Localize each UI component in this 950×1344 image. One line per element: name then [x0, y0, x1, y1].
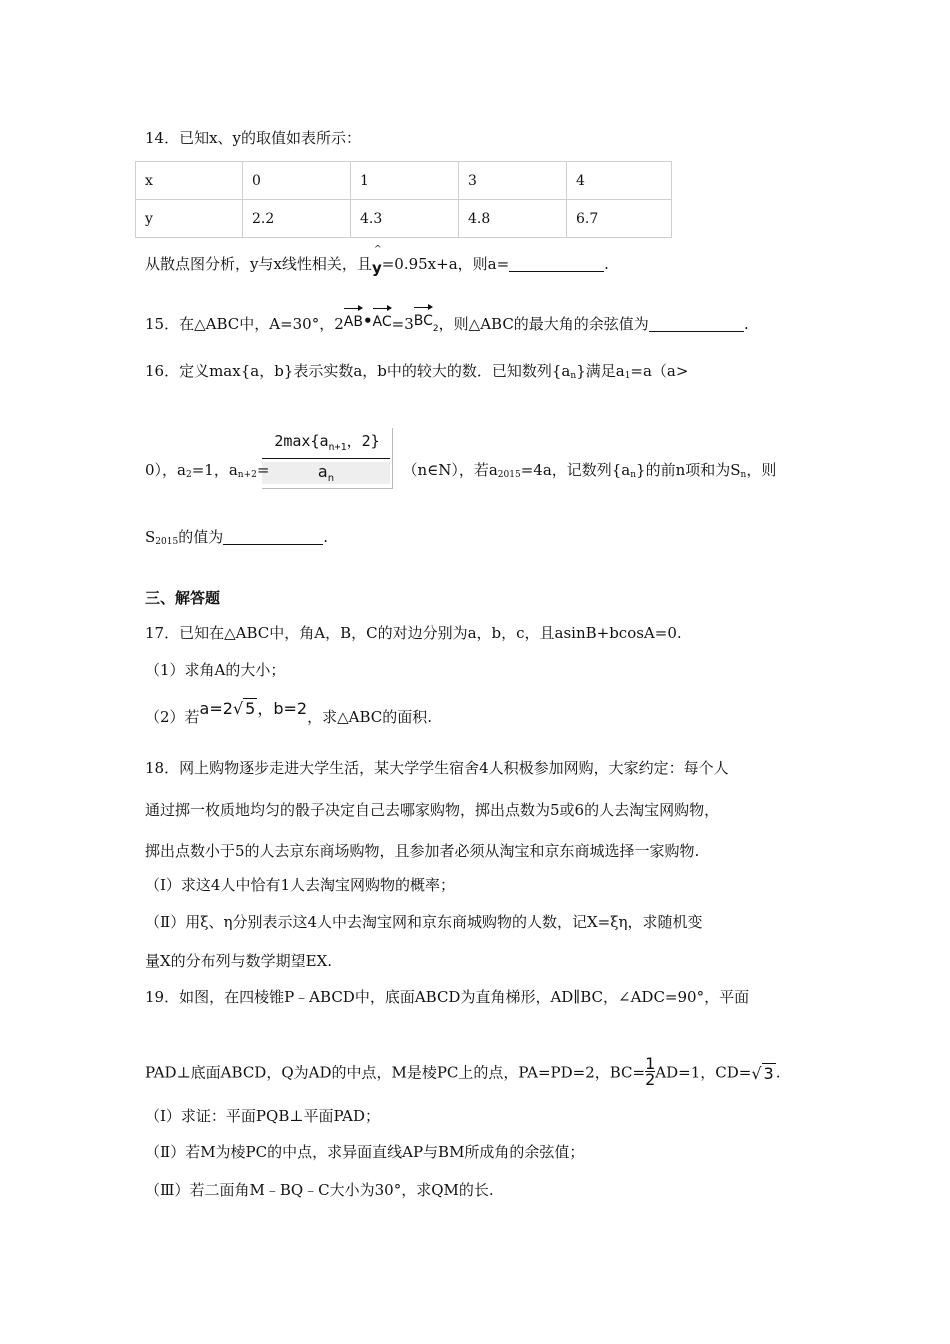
q16-text: }满足a	[576, 362, 625, 380]
answer-blank	[223, 528, 323, 545]
q17-text: ，求△ABC的面积.	[307, 708, 432, 726]
hat-icon: ^	[373, 245, 382, 255]
q18-line1: 18．网上购物逐步走进大学生活，某大学学生宿舍4人积极参加网购，大家约定：每个人	[145, 759, 729, 777]
q15-eq3: =3	[391, 315, 414, 333]
q14-line	[145, 245, 609, 277]
table-cell: 3	[459, 162, 567, 200]
q19-text: PAD⊥底面ABCD，Q为AD的中点，M是棱PC上的点，PA=PD=2，BC=	[145, 1063, 646, 1082]
q19-part1: （Ⅰ）求证：平面PQB⊥平面PAD；	[145, 1107, 381, 1125]
q19-line2	[145, 1054, 781, 1089]
q16-text: 0），a	[145, 461, 186, 479]
period: .	[743, 315, 749, 333]
answer-blank	[649, 315, 744, 332]
table-cell: x	[136, 162, 243, 200]
period: .	[775, 1063, 781, 1082]
sqrt-icon: √	[751, 1064, 762, 1083]
vector-expression	[344, 306, 392, 332]
y-hat: ^ y	[372, 254, 382, 274]
q16-text: 的值为	[178, 528, 224, 546]
q17-part1: （1）求角A的大小；	[145, 661, 286, 679]
q15-line	[145, 311, 749, 339]
q19-part2: （Ⅱ）若M为棱PC的中点，求异面直线AP与BM所成角的余弦值；	[145, 1143, 585, 1161]
table-cell: 6.7	[567, 200, 672, 238]
subscript: n	[630, 470, 637, 480]
table-cell: y	[136, 200, 243, 238]
vector-bc-squared	[414, 305, 439, 333]
subscript: 2015	[155, 537, 179, 547]
section-heading: 三、解答题	[145, 589, 221, 607]
vector-bc: BC	[414, 305, 433, 331]
subscript: 1	[624, 371, 631, 381]
q19-part3: （Ⅲ）若二面角M﹣BQ﹣C大小为30°，求QM的长.	[145, 1181, 494, 1199]
q17-text: （2）若	[145, 708, 200, 726]
q16-line3	[145, 527, 328, 552]
q14-prompt: 14．已知x、y的取值如表所示：	[145, 129, 362, 147]
subscript: n+2	[237, 470, 257, 480]
q16-text: ，则	[746, 461, 777, 479]
table-cell: 0	[243, 162, 351, 200]
q16-text: }的前n项和为S	[636, 461, 741, 479]
q16-text: =	[256, 461, 270, 479]
q17-stem: 17．已知在△ABC中，角A，B，C的对边分别为a，b，c，且asinB+bcosA=0.	[145, 624, 682, 642]
vector-ab: AB	[344, 306, 363, 332]
sqrt-icon: √	[232, 698, 244, 718]
q16-text: S	[145, 528, 156, 546]
table-cell: 1	[351, 162, 459, 200]
q15-pre: 15．在△ABC中，A=30°，2	[145, 315, 344, 333]
table-row	[136, 162, 672, 200]
q16-text: =a（a>	[630, 362, 689, 380]
answer-blank	[509, 255, 604, 272]
q16-line1	[145, 361, 688, 386]
table-cell: 4.8	[459, 200, 567, 238]
square-exponent: 2	[432, 324, 439, 334]
period: .	[604, 255, 609, 273]
q17-part2	[145, 698, 432, 729]
table-cell: 4.3	[351, 200, 459, 238]
q19-line1: 19．如图，在四棱锥P﹣ABCD中，底面ABCD为直角梯形，AD∥BC，∠ADC=90°，平面	[145, 988, 750, 1006]
q16-text: =4a，记数列{a	[520, 461, 631, 479]
q18-part1: （Ⅰ）求这4人中恰有1人去淘宝网购物的概率；	[145, 876, 456, 894]
vector-ac: AC	[373, 306, 392, 332]
q18-part2: （Ⅱ）用ξ、η分别表示这4人中去淘宝网和京东商城购物的人数，记X=ξη，求随机变	[145, 913, 703, 931]
q18-part2b: 量X的分布列与数学期望EX.	[145, 952, 333, 970]
table-cell: 2.2	[243, 200, 351, 238]
q15-post: ，则△ABC的最大角的余弦值为	[438, 315, 649, 333]
period: .	[323, 528, 328, 546]
q16-line2	[145, 460, 776, 485]
q14-line-pre: 从散点图分析，y与x线性相关，且	[145, 255, 372, 273]
q19-text: AD=1，CD=	[655, 1063, 752, 1082]
subscript: 2015	[497, 470, 521, 480]
fraction-denominator: $a_n$	[262, 462, 390, 484]
table-cell: 4	[567, 162, 672, 200]
q18-line3: 掷出点数小于5的人去京东商场购物，且参加者必须从淘宝和京东商城选择一家购物.	[145, 842, 700, 860]
table-row	[136, 200, 672, 238]
q14-line-post: =0.95x+a，则a=	[381, 255, 510, 273]
sqrt3-image: √ 3	[751, 1064, 774, 1083]
q16-text: 16．定义max{a，b}表示实数a，b中的较大的数．已知数列{a	[145, 362, 571, 380]
fraction-numerator: $2\max\{a_{n+1}$，2}	[274, 432, 380, 453]
condition-image: a=2√ 5 ，b=2	[199, 698, 308, 718]
half-fraction: $\frac{1}{2}$	[645, 1054, 656, 1089]
dot-product: •	[362, 312, 373, 330]
subscript: n	[570, 371, 577, 381]
subscript: 2	[186, 470, 192, 480]
q16-text: =1，a	[191, 461, 238, 479]
xy-table	[135, 161, 672, 238]
q18-line2: 通过掷一枚质地均匀的骰子决定自己去哪家购物，掷出点数为5或6的人去淘宝网购物，	[145, 801, 720, 819]
fraction-bar	[262, 458, 390, 459]
q16-text: （n∈N），若a	[402, 461, 498, 479]
subscript: n	[740, 470, 747, 480]
